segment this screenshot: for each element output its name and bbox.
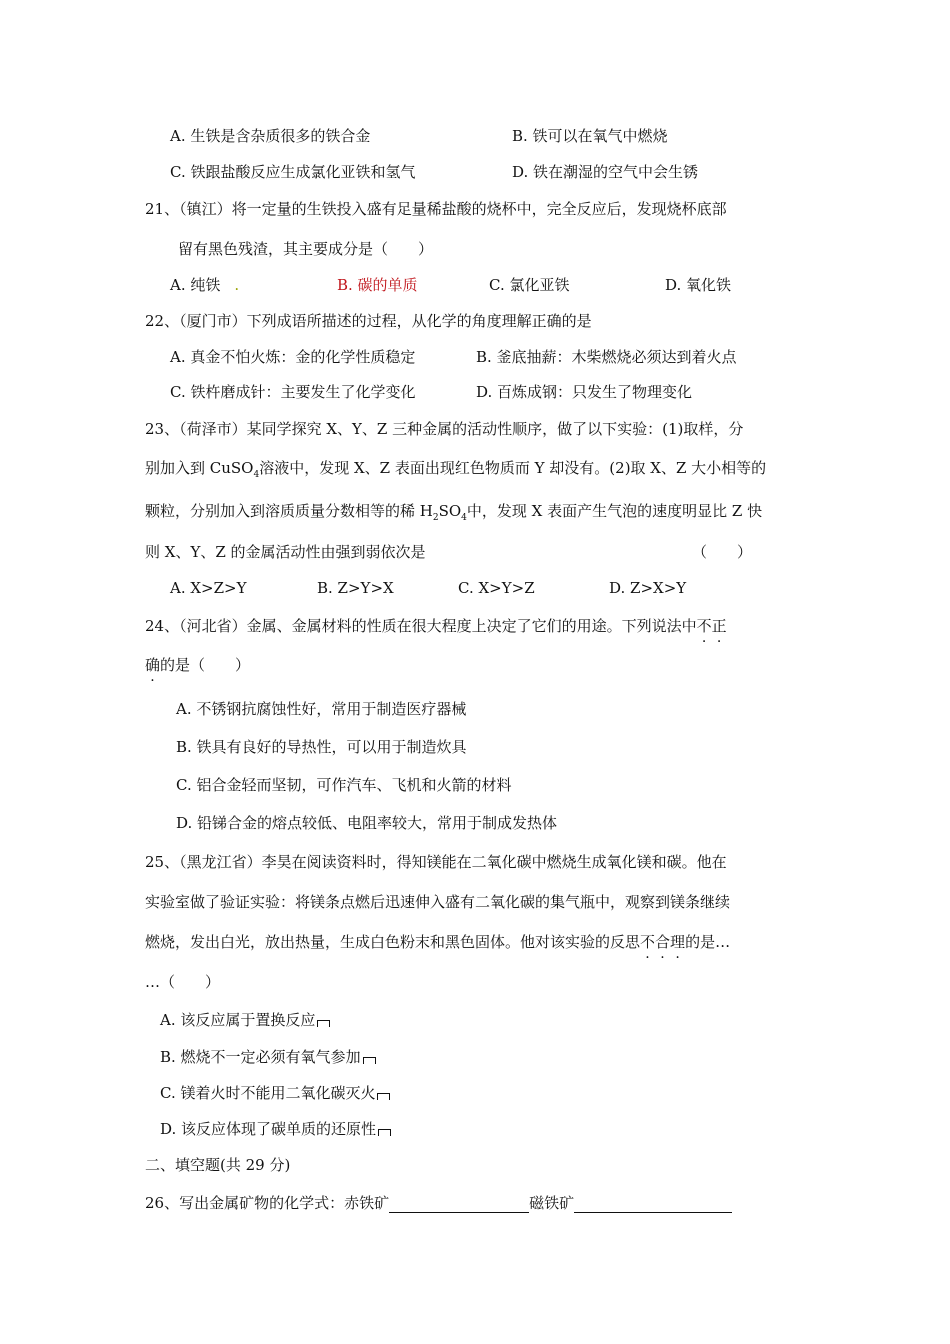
q24-option-d: D. 铅锑合金的熔点较低、电阻率较大，常用于制成发热体 bbox=[176, 814, 558, 832]
q25-emphasis-2: 合 bbox=[655, 933, 671, 951]
q23-stem-line1: 23、（荷泽市）某同学探究 X、Y、Z 三种金属的活动性顺序，做了以下实验：(1)取样，分 bbox=[145, 420, 744, 438]
q24-option-a: A. 不锈钢抗腐蚀性好，常用于制造医疗器械 bbox=[176, 700, 467, 718]
q23-stem-line2: 别加入到 CuSO$_4$溶液中，发现 X、Z 表面出现红色物质而 Y 却没有。(2)取 X、Z 大小相等的 bbox=[145, 459, 767, 480]
q25-option-b: B. 燃烧不一定必须有氧气参加 bbox=[160, 1047, 376, 1067]
q23-option-b: B. Z>Y>X bbox=[317, 579, 394, 597]
q24-emphasis-2: 正 bbox=[711, 617, 727, 635]
q22-option-d: D. 百炼成钢：只发生了物理变化 bbox=[476, 383, 693, 401]
q26-blank-hematite[interactable] bbox=[389, 1196, 529, 1213]
q25-emphasis-3: 理 bbox=[670, 933, 686, 951]
q22-option-b: B. 釜底抽薪：木柴燃烧必须达到着火点 bbox=[476, 348, 737, 366]
q25-stem-line4: …（ ） bbox=[145, 973, 221, 991]
q21-stem-line1: 21、（镇江）将一定量的生铁投入盛有足量稀盐酸的烧杯中，完全反应后，发现烧杯底部 bbox=[145, 200, 727, 218]
q25-emphasis-1: 不 bbox=[640, 933, 656, 951]
q24-option-b: B. 铁具有良好的导热性，可以用于制造炊具 bbox=[176, 738, 467, 756]
paragraph-mark-icon bbox=[363, 1057, 376, 1064]
q23-stem-line4: 则 X、Y、Z 的金属活动性由强到弱依次是 bbox=[145, 543, 426, 561]
q20-option-c: C. 铁跟盐酸反应生成氯化亚铁和氢气 bbox=[170, 163, 416, 181]
q24-option-c: C. 铝合金轻而坚韧，可作汽车、飞机和火箭的材料 bbox=[176, 776, 512, 794]
q22-option-c: C. 铁杵磨成针：主要发生了化学变化 bbox=[170, 383, 416, 401]
q25-option-c: C. 镁着火时不能用二氧化碳灭火 bbox=[160, 1083, 390, 1103]
q23-option-d: D. Z>X>Y bbox=[609, 579, 687, 597]
q25-stem-line3: 燃烧，发出白光，放出热量，生成白色粉末和黑色固体。他对该实验的反思不合理的是… bbox=[145, 933, 731, 951]
q22-option-a: A. 真金不怕火炼：金的化学性质稳定 bbox=[170, 348, 416, 366]
q21-stray-dot: . bbox=[234, 276, 240, 294]
paragraph-mark-icon bbox=[317, 1020, 330, 1027]
q23-option-c: C. X>Y>Z bbox=[458, 579, 535, 597]
q22-stem: 22、（厦门市）下列成语所描述的过程，从化学的角度理解正确的是 bbox=[145, 312, 592, 330]
q24-stem-line1: 24、（河北省）金属、金属材料的性质在很大程度上决定了它们的用途。下列说法中不正 bbox=[145, 617, 727, 635]
q25-stem-line1: 25、（黑龙江省）李昊在阅读资料时，得知镁能在二氧化碳中燃烧生成氧化镁和碳。他在 bbox=[145, 853, 727, 871]
q23-option-a: A. X>Z>Y bbox=[170, 579, 247, 597]
q24-stem-line2: 确的是（ ） bbox=[145, 656, 251, 674]
q21-option-a: A. 纯铁 . bbox=[170, 276, 240, 294]
q24-emphasis-1: 不 bbox=[696, 617, 712, 635]
q26-stem: 26、写出金属矿物的化学式：赤铁矿 磁铁矿 bbox=[145, 1193, 732, 1213]
q26-blank-magnetite[interactable] bbox=[574, 1196, 732, 1213]
q23-stem-line3: 颗粒，分别加入到溶质质量分数相等的稀 $H_2SO_4$中，发现 X 表面产生气泡的速度明显比 Z 快 bbox=[145, 502, 763, 523]
q21-option-d: D. 氧化铁 bbox=[665, 276, 732, 294]
section-heading: 二、填空题(共 29 分) bbox=[145, 1156, 291, 1174]
q21-option-c: C. 氯化亚铁 bbox=[489, 276, 570, 294]
paragraph-mark-icon bbox=[377, 1093, 390, 1100]
q21-option-b: B. 碳的单质 bbox=[337, 276, 418, 294]
q20-option-a: A. 生铁是含杂质很多的铁合金 bbox=[170, 127, 371, 145]
q24-emphasis-3: 确 bbox=[145, 656, 161, 674]
q25-stem-line2: 实验室做了验证实验：将镁条点燃后迅速伸入盛有二氧化碳的集气瓶中，观察到镁条继续 bbox=[145, 893, 731, 911]
q25-option-a: A. 该反应属于置换反应 bbox=[160, 1010, 330, 1030]
q21-stem-line2: 留有黑色残渣，其主要成分是（ ） bbox=[178, 240, 434, 258]
paragraph-mark-icon bbox=[378, 1129, 391, 1136]
q25-option-d: D. 该反应体现了碳单质的还原性 bbox=[160, 1119, 391, 1139]
q20-option-d: D. 铁在潮湿的空气中会生锈 bbox=[512, 163, 699, 181]
q23-answer-bracket: （ ） bbox=[692, 543, 753, 561]
q20-option-b: B. 铁可以在氧气中燃烧 bbox=[512, 127, 668, 145]
